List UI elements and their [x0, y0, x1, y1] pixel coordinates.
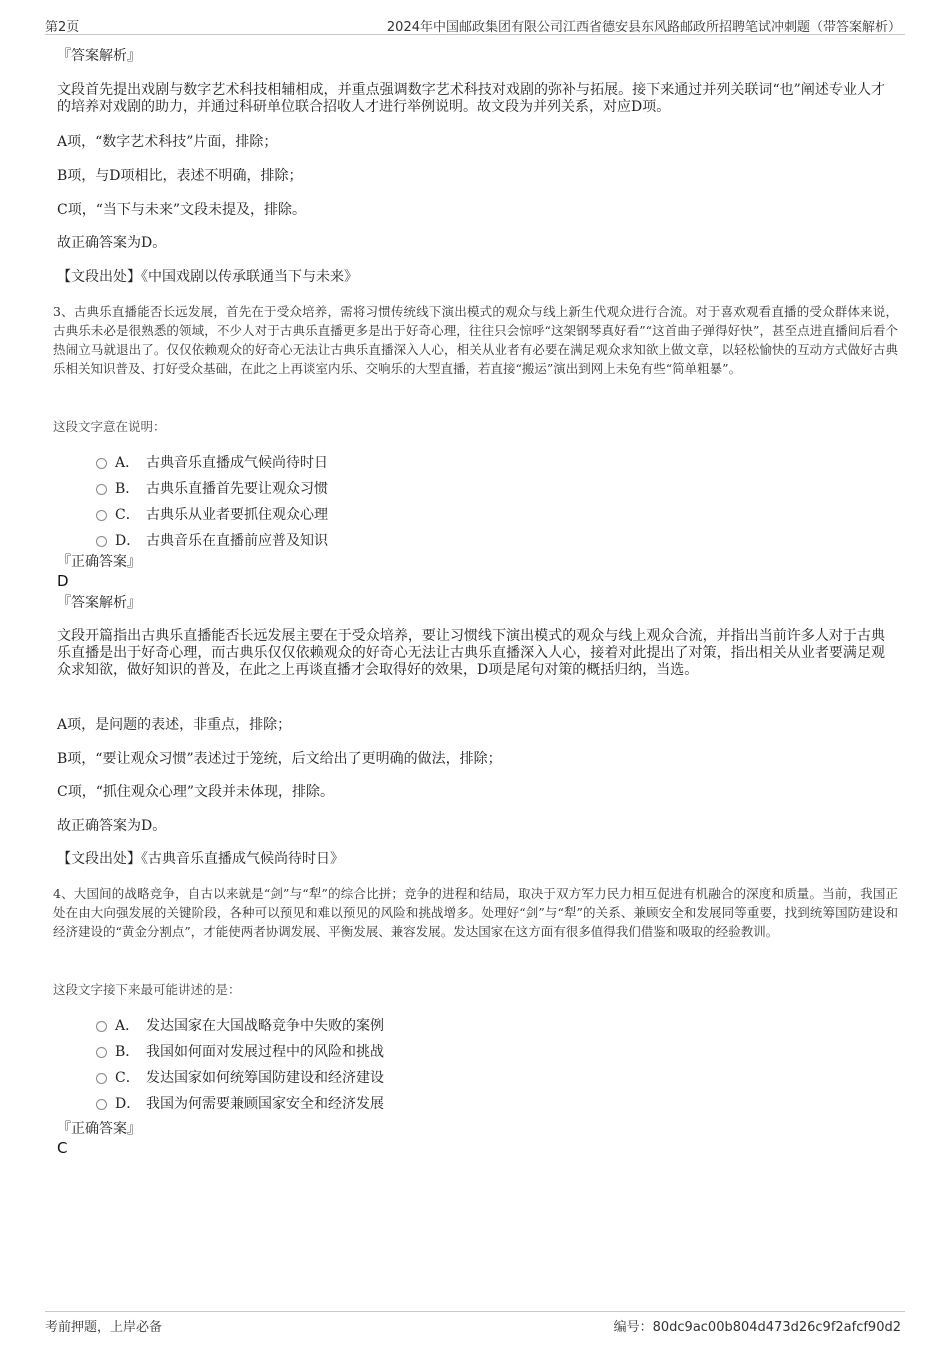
- source-citation: 【文段出处】《中国戏剧以传承联通当下与未来》: [57, 269, 358, 285]
- analysis-conclusion: 故正确答案为D。: [57, 235, 167, 251]
- analysis-conclusion: 故正确答案为D。: [57, 818, 167, 834]
- document-title: 2024年中国邮政集团有限公司江西省德安县东风路邮政所招聘笔试冲刺题（带答案解析）: [386, 20, 901, 35]
- document-code: 编号：80dc9ac00b804d473d26c9f2afcf90d2: [613, 1320, 901, 1335]
- radio-icon[interactable]: [96, 510, 107, 521]
- page-footer: [45, 1311, 905, 1338]
- radio-icon[interactable]: [96, 1073, 107, 1084]
- source-citation: 【文段出处】《古典音乐直播成气候尚待时日》: [57, 851, 344, 867]
- radio-icon[interactable]: [96, 536, 107, 547]
- question-4-stem: 4、大国间的战略竞争，自古以来就是“剑”与“犁”的综合比拼；竞争的进程和结局，取决于双方军力民力相互促进有机融合的深度和质量。当前，我国正处在由大向强发展的关键阶段，各种可以预见和难以预见的风险和挑战增多。处理好“剑”与“犁”的关系、兼顾安全和发展同等重要，找到统筹国防建设和经济建设的“黄金分割点”，才能使两者协调发展、平衡发展、兼容发展。发达国家在这方面有很多值得我们借鉴和吸取的经验教训。: [53, 886, 898, 939]
- correct-answer: C: [57, 1139, 68, 1157]
- radio-icon[interactable]: [96, 484, 107, 495]
- analysis-option-c: C项，“当下与未来”文段未提及，排除。: [57, 202, 307, 218]
- correct-answer-label: 『正确答案』: [57, 554, 141, 570]
- footer-slogan: 考前押题，上岸必备: [45, 1320, 163, 1335]
- analysis-label: 『答案解析』: [57, 595, 141, 611]
- analysis-option-b: B项，“要让观众习惯”表述过于笼统，后文给出了更明确的做法，排除；: [57, 751, 502, 767]
- radio-icon[interactable]: [96, 1099, 107, 1110]
- page-header: [45, 14, 905, 35]
- analysis-text: 文段开篇指出古典乐直播能否长远发展主要在于受众培养，要让习惯线下演出模式的观众与线上观众合流，并指出当前许多人对于古典乐直播是出于好奇心理，而古典乐仅仅依赖观众的好奇心无法让古典乐直播深入人心，接着对此提出了对策，指出相关从业者要满足观众求知欲，做好知识的普及，在此之上再谈直播才会取得好的效果，D项是尾句对策的概括归纳，当选。: [57, 628, 885, 678]
- analysis-option-a: A项，是问题的表述，非重点，排除；: [57, 717, 292, 733]
- page-number: 第2页: [45, 20, 80, 35]
- analysis-option-b: B项，与D项相比，表述不明确，排除；: [57, 168, 303, 184]
- radio-icon[interactable]: [96, 1021, 107, 1032]
- question-3-stem: 3、古典乐直播能否长远发展，首先在于受众培养，需将习惯传统线下演出模式的观众与线上新生代观众进行合流。对于喜欢观看直播的受众群体来说，古典乐未必是很熟悉的领域，不少人对于古典乐直播更多是出于好奇心理，往往只会惊呼“这架钢琴真好看”“这首曲子弹得好快”，甚至点进直播间后看个热闹立马就退出了。仅仅依赖观众的好奇心无法让古典乐直播深入人心，相关从业者有必要在满足观众求知欲上做文章，以轻松愉快的互动方式做好古典乐相关知识普及、打好受众基础，在此之上再谈室内乐、交响乐的大型直播，若直接“搬运”演出到网上未免有些“简单粗暴”。: [53, 304, 898, 376]
- question-3-prompt: 这段文字意在说明：: [53, 419, 166, 434]
- analysis-option-c: C项，“抓住观众心理”文段并未体现，排除。: [57, 784, 335, 800]
- question-4-prompt: 这段文字接下来最可能讲述的是：: [53, 982, 241, 997]
- analysis-text: 文段首先提出戏剧与数字艺术科技相辅相成，并重点强调数字艺术科技对戏剧的弥补与拓展。接下来通过并列关联词“也”阐述专业人才的培养对戏剧的助力，并通过科研单位联合招收人才进行举例说明。故文段为并列关系，对应D项。: [57, 82, 885, 115]
- analysis-option-a: A项，“数字艺术科技”片面，排除；: [57, 134, 278, 150]
- radio-icon[interactable]: [96, 458, 107, 469]
- analysis-label: 『答案解析』: [57, 48, 141, 64]
- correct-answer: D: [57, 572, 69, 590]
- correct-answer-label: 『正确答案』: [57, 1121, 141, 1137]
- radio-icon[interactable]: [96, 1047, 107, 1058]
